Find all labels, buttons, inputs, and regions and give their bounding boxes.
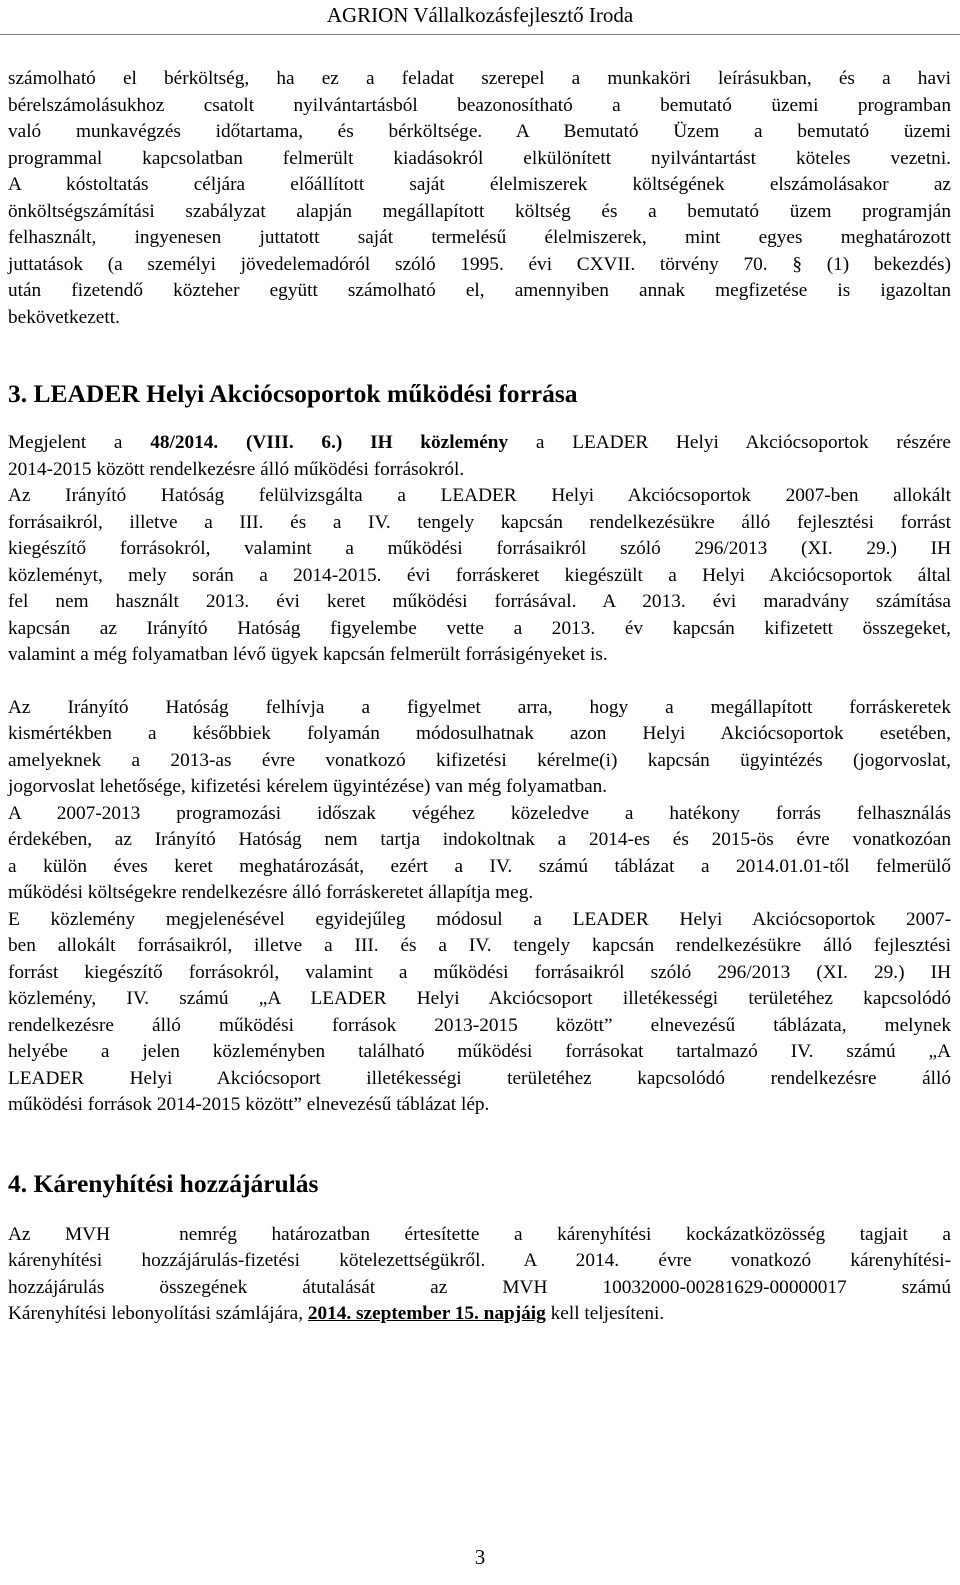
text-line: Az MVH nemrég határozatban értesítette a kárenyhítési kockázatközösség tagjait a [8, 1223, 951, 1245]
section-heading: 3. LEADER Helyi Akciócsoportok működési forrása [8, 379, 578, 408]
text-line [8, 1301, 951, 1328]
document-body [8, 66, 951, 1328]
text-line: A 2007-2013 programozási időszak végéhez közeledve a hatékony forrás felhasználás [8, 802, 951, 824]
text-line: bekövetkezett. [8, 306, 120, 328]
section-3 [8, 378, 951, 410]
text-line: kapcsán az Irányító Hatóság figyelembe vette a 2013. év kapcsán kifizetett összegeket, [8, 617, 951, 639]
text-line: helyébe a jelen közleményben található működési forrásokat tartalmazó IV. számú „A [8, 1041, 951, 1062]
text-line: valamint a még folyamatban lévő ügyek kapcsán felmerült forrásigényeket is. [8, 644, 608, 665]
text-line: programmal kapcsolatban felmerült kiadásokról elkülönített nyilvántartást köteles vezetni. [8, 147, 951, 169]
text-line: 2014-2015 között rendelkezésre álló működési forrásokról. [8, 458, 465, 480]
text-line [8, 430, 951, 457]
text-line: közlemény, IV. számú „A LEADER Helyi Akciócsoport illetékességi területéhez kapcsolódó [8, 988, 951, 1009]
spacer [8, 669, 951, 695]
text-line: való munkavégzés időtartama, és bérköltsége. A Bemutató Üzem a bemutató üzemi [8, 121, 951, 142]
text-line: fel nem használt 2013. évi keret működési forrásával. A 2013. évi maradvány számítása [8, 591, 951, 612]
spacer [8, 331, 951, 357]
text-line: után fizetendő közteher együtt számolható el, amennyiben annak megfizetése is igazoltan [8, 280, 951, 301]
text-line: A kóstoltatás céljára előállított saját élelmiszerek költségének elszámolásakor az [8, 174, 951, 195]
intro-space [342, 432, 370, 453]
text-line: működési források 2014-2015 között” elnevezésű táblázat lép. [8, 1094, 490, 1115]
text-line: ben allokált forrásaikról, illetve a III. és a IV. tengely kapcsán rendelkezésükre álló fejlesztési [8, 935, 951, 956]
page-number: 3 [474, 1545, 486, 1569]
text-line: juttatások (a személyi jövedelemadóról szóló 1995. évi CXVII. törvény 70. § (1) bekezdés) [8, 253, 951, 275]
paragraph-costs [8, 66, 951, 331]
text-line: LEADER Helyi Akciócsoport illetékességi területéhez kapcsolódó rendelkezésre álló [8, 1067, 951, 1089]
text-line: forrásaikról, illetve a III. és a IV. tengely kapcsán rendelkezésükre álló fejlesztési forrást [8, 511, 951, 533]
spacer [8, 1119, 951, 1145]
section-heading: 4. Kárenyhítési hozzájárulás [8, 1168, 319, 1198]
paragraph-compensation [8, 1222, 951, 1328]
text-line: a külön éves keret meghatározását, ezért a IV. számú táblázat a 2014.01.01-től felmerülő [8, 855, 951, 877]
section-4 [8, 1168, 951, 1200]
text-line: amelyeknek a 2013-as évre vonatkozó kifizetési kérelme(i) kapcsán ügyintézés (jogorvoslat, [8, 749, 951, 771]
text-line: működési költségekre rendelkezésre álló forráskeretet állapítja meg. [8, 882, 534, 903]
text-line: kiegészítő forrásokról, valamint a működési forrásaikról szóló 296/2013 (XI. 29.) IH [8, 538, 951, 559]
text-line: kárenyhítési hozzájárulás-fizetési kötelezettségükről. A 2014. évre vonatkozó kárenyhítési- [8, 1250, 951, 1271]
text-line: önköltségszámítási szabályzat alapján megállapított költség és a bemutató üzem programján [8, 200, 951, 222]
text-line: bérelszámolásukhoz csatolt nyilvántartásból beazonosítható a bemutató üzemi programban [8, 94, 951, 116]
text-line: jogorvoslat lehetősége, kifizetési kérelem ügyintézése) van még folyamatban. [8, 776, 608, 797]
decree-number: 48/2014. (VIII. 6.) [150, 432, 343, 453]
decree-type: IH közlemény [370, 432, 509, 453]
text-line: közleményt, mely során a 2014-2015. évi forráskeret kiegészült a Helyi Akciócsoportok által [8, 564, 951, 586]
payment-deadline: 2014. szeptember 15. napjáig [307, 1303, 546, 1324]
text-line: hozzájárulás összegének átutalását az MVH 10032000-00281629-00000017 számú [8, 1276, 951, 1298]
text-line: rendelkezésre álló működési források 2013-2015 között” elnevezésű táblázata, melynek [8, 1014, 951, 1036]
text-line: kismértékben a későbbiek folyamán módosulhatnak azon Helyi Akciócsoportok esetében, [8, 723, 951, 744]
paragraph-authority-notice [8, 695, 951, 1119]
intro-prefix: Megjelent a [8, 432, 151, 453]
text-line: számolható el bérköltség, ha ez a feladat szerepel a munkaköri leírásukban, és a havi [8, 68, 951, 89]
paragraph-announcement [8, 430, 951, 669]
text-line: érdekében, az Irányító Hatóság nem tartja indokoltnak a 2014-es és 2015-ös évre vonatkozóan [8, 829, 951, 850]
text-line: Az Irányító Hatóság felhívja a figyelmet arra, hogy a megállapított forráskeretek [8, 696, 951, 718]
text-line: forrást kiegészítő forrásokról, valamint a működési forrásaikról szóló 296/2013 (XI. 29.) IH [8, 961, 951, 983]
deadline-prefix: Kárenyhítési lebonyolítási számlájára, [8, 1303, 308, 1324]
page-header: AGRION Vállalkozásfejlesztő Iroda [326, 3, 634, 27]
deadline-suffix: kell teljesíteni. [545, 1303, 665, 1324]
intro-suffix: a LEADER Helyi Akciócsoportok részére [508, 432, 951, 453]
text-line: E közlemény megjelenésével egyidejűleg módosul a LEADER Helyi Akciócsoportok 2007- [8, 908, 951, 930]
header-rule [0, 34, 960, 35]
text-line: felhasznált, ingyenesen juttatott saját termelésű élelmiszerek, mint egyes meghatározott [8, 227, 951, 248]
text-line: Az Irányító Hatóság felülvizsgálta a LEADER Helyi Akciócsoportok 2007-ben allokált [8, 485, 951, 506]
